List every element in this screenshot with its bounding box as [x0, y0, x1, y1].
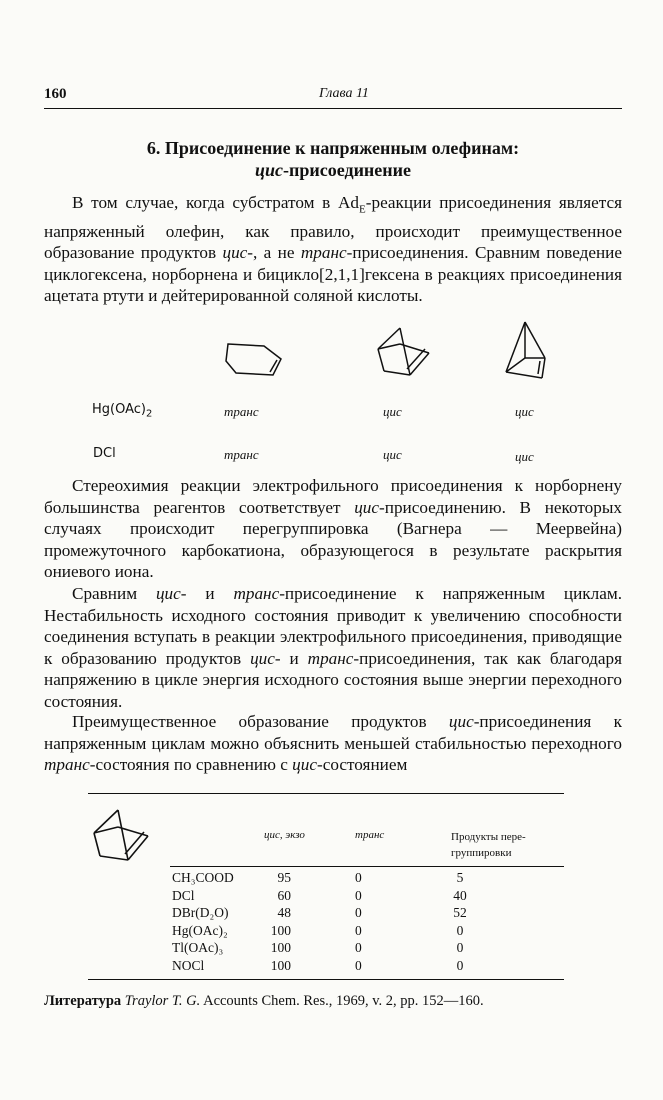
bicyclohexene-structure [504, 320, 550, 384]
paragraph-3: Сравним цис- и транс-присоединение к напряженным циклам. Нестабильность исходного состояния приводит к увеличению способности соединения вступать в реакции электрофильного присоединения, приводящие к образованию продуктов цис- и транс-присоединения, так как благодаря напряжению в цикле энергия исходного состояния выше энергии переходного состояния. [44, 584, 623, 711]
section-title [44, 137, 622, 181]
running-header [44, 86, 622, 108]
reagent-1-outcome-norbornene: цис [383, 404, 402, 419]
reagent-2-outcome-cyclohexene: транс [224, 447, 259, 462]
reagent-1-outcome-cyclohexene: транс [224, 404, 259, 419]
col-header-trans: транс [355, 829, 385, 841]
reagent-1-outcome-bicyclohexene: цис [515, 404, 534, 419]
reagent-2-label: DCl [93, 446, 116, 461]
cyclohexene-structure [224, 340, 284, 380]
norbornene-table-structure [90, 807, 156, 865]
paragraph-4: Преимущественное образование продуктов цис-присоединения к напряженным циклам можно объяснить меньшей стабильностью переходного транс-состояния по сравнению с цис-состоянием [44, 712, 622, 774]
table-header-rule [170, 866, 564, 867]
section-subtitle-italic: цис [254, 160, 283, 180]
norbornene-structure [374, 325, 436, 381]
reagent-1-label: $Hg(OAc)_2$ [92, 402, 153, 420]
header-rule [44, 108, 622, 109]
table-top-rule [88, 793, 564, 794]
chapter-title: Глава 11 [319, 86, 369, 101]
literature-reference: Литература Traylor T. G. Accounts Chem. Res., 1969, v. 2, pp. 152—160. [44, 993, 484, 1009]
table-row: CH₃COOD 95 0 5 [172, 870, 464, 885]
table-row: DBr(D₂O) 48 0 52 [172, 905, 467, 920]
paragraph-2: Стереохимия реакции электрофильного присоединения к норборнену большинства реагентов соответствует цис-присоединению. В некоторых случаях происходит перегруппировка (Вагнера — Меервейна) промежуточного карбокатиона, образующегося в результате раскрытия ониевого иона. [44, 476, 622, 581]
col-header-rearrangement: Продукты пере- группировки [451, 831, 526, 859]
reagent-2-outcome-norbornene: цис [383, 447, 402, 462]
table-row: NOCl 100 0 0 [172, 957, 464, 973]
table-row: Hg(OAc)₂ 100 0 0 [172, 922, 464, 938]
col-header-cis-exo: цис, экзо [264, 829, 305, 841]
table-row: DCl 60 0 40 [172, 887, 467, 903]
page-number: 160 [44, 86, 67, 102]
paragraph-1: В том случае, когда субстратом в $Ad_E$-реакции присоединения является напряженный олефин, как правило, происходит преимущественное образование продуктов цис-, а не транс-присоединения. Сравним поведение циклогексена, норборнена и бицикло[2,1,1]гексена в реакциях присоединения ацетата ртути и дейтерированной соляной кислоты. [44, 193, 622, 306]
reagent-2-outcome-bicyclohexene: цис [515, 449, 534, 464]
table-row: Tl(OAc)₃ 100 0 0 [172, 940, 464, 955]
section-title-line2 [44, 159, 622, 181]
section-subtitle-rest: -присоединение [282, 160, 412, 180]
section-title-line1: 6. Присоединение к напряженным олефинам: [146, 138, 520, 158]
table-bottom-rule [88, 979, 564, 980]
